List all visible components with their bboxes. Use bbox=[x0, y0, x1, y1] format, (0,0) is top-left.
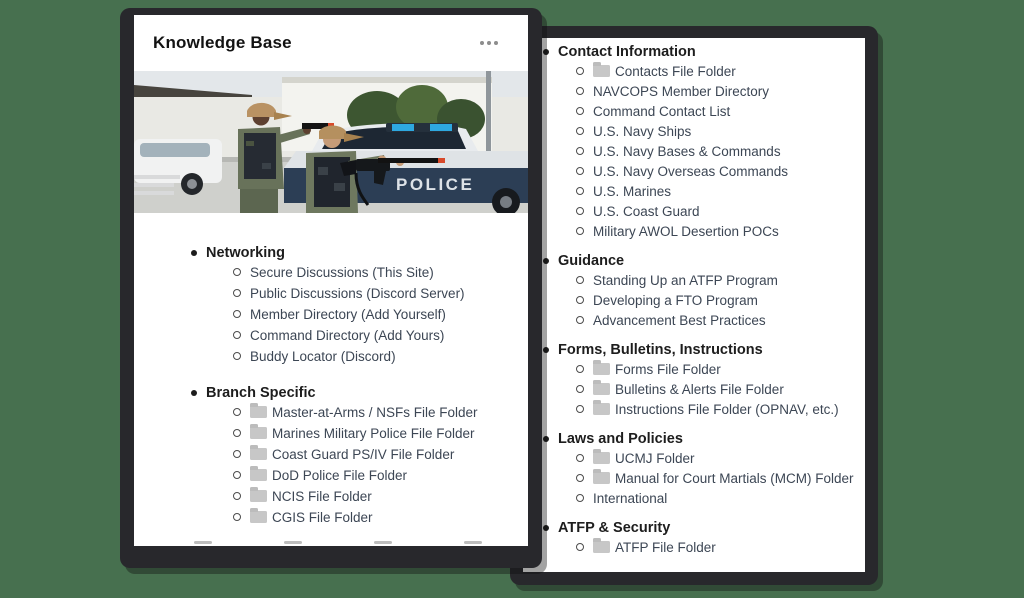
kb-link[interactable]: Command Contact List bbox=[593, 103, 731, 119]
list-item[interactable] bbox=[191, 286, 528, 300]
kb-link[interactable]: U.S. Navy Ships bbox=[593, 123, 692, 139]
bullet-circle-icon bbox=[233, 513, 241, 521]
kb-link[interactable]: Master-at-Arms / NSFs File Folder bbox=[272, 404, 478, 420]
list-item[interactable] bbox=[543, 144, 865, 158]
folder-icon bbox=[593, 363, 610, 375]
kb-link[interactable]: CGIS File Folder bbox=[272, 509, 373, 525]
kb-link[interactable]: Forms File Folder bbox=[615, 361, 721, 377]
kb-link[interactable]: ATFP File Folder bbox=[615, 539, 716, 555]
section-heading: Guidance bbox=[558, 253, 625, 269]
folder-icon bbox=[250, 490, 267, 502]
section-item-list bbox=[191, 405, 528, 524]
kb-link[interactable]: U.S. Navy Overseas Commands bbox=[593, 163, 789, 179]
kb-link[interactable]: Advancement Best Practices bbox=[593, 312, 766, 328]
bullet-circle-icon bbox=[576, 187, 584, 195]
section-item-list bbox=[543, 273, 865, 327]
folder-icon bbox=[593, 452, 610, 464]
folder-icon bbox=[593, 383, 610, 395]
folder-icon bbox=[593, 541, 610, 553]
list-item[interactable] bbox=[543, 451, 865, 465]
kb-section bbox=[191, 245, 528, 363]
list-item[interactable] bbox=[543, 382, 865, 396]
list-item[interactable] bbox=[191, 328, 528, 342]
bullet-circle-icon bbox=[576, 405, 584, 413]
section-heading-row bbox=[191, 245, 528, 261]
kb-section bbox=[543, 253, 865, 327]
list-item[interactable] bbox=[543, 204, 865, 218]
kb-link[interactable]: NCIS File Folder bbox=[272, 488, 372, 504]
section-heading-row bbox=[543, 431, 865, 447]
section-heading: ATFP & Security bbox=[558, 520, 671, 536]
list-item[interactable] bbox=[543, 124, 865, 138]
bullet-circle-icon bbox=[233, 408, 241, 416]
list-item[interactable] bbox=[543, 491, 865, 505]
right-panel-list-area bbox=[523, 38, 865, 554]
section-item-list bbox=[543, 540, 865, 554]
list-item[interactable] bbox=[543, 402, 865, 416]
kb-link[interactable]: U.S. Coast Guard bbox=[593, 203, 700, 219]
kb-section bbox=[191, 385, 528, 524]
folder-icon bbox=[250, 469, 267, 481]
section-item-list bbox=[543, 362, 865, 416]
bullet-circle-icon bbox=[576, 454, 584, 462]
kb-link[interactable]: Military AWOL Desertion POCs bbox=[593, 223, 779, 239]
knowledge-base-panel-right bbox=[510, 26, 878, 585]
kb-header bbox=[134, 15, 528, 71]
bullet-circle-icon bbox=[576, 385, 584, 393]
horizontal-scrollbar[interactable] bbox=[134, 541, 482, 544]
list-item[interactable] bbox=[543, 471, 865, 485]
bullet-circle-icon bbox=[576, 543, 584, 551]
bullet-circle-icon bbox=[576, 207, 584, 215]
kb-link[interactable]: U.S. Marines bbox=[593, 183, 672, 199]
kb-link[interactable]: Public Discussions (Discord Server) bbox=[250, 285, 465, 301]
light-pole bbox=[486, 71, 491, 163]
bullet-circle-icon bbox=[233, 429, 241, 437]
list-item[interactable] bbox=[191, 468, 528, 482]
bullet-circle-icon bbox=[233, 471, 241, 479]
bullet-circle-icon bbox=[576, 107, 584, 115]
folder-icon bbox=[593, 403, 610, 415]
list-item[interactable] bbox=[191, 510, 528, 524]
kb-photo-illustration bbox=[134, 71, 528, 213]
folder-icon bbox=[250, 511, 267, 523]
bullet-circle-icon bbox=[576, 87, 584, 95]
bullet-disc-icon bbox=[543, 258, 549, 264]
list-item[interactable] bbox=[543, 184, 865, 198]
kb-link[interactable]: NAVCOPS Member Directory bbox=[593, 83, 770, 99]
bullet-circle-icon bbox=[576, 167, 584, 175]
list-item[interactable] bbox=[191, 447, 528, 461]
bullet-disc-icon bbox=[543, 436, 549, 442]
bullet-circle-icon bbox=[233, 268, 241, 276]
bullet-circle-icon bbox=[576, 494, 584, 502]
kb-section bbox=[543, 342, 865, 416]
kb-link[interactable]: International bbox=[593, 490, 668, 506]
bullet-disc-icon bbox=[543, 49, 549, 55]
list-item[interactable] bbox=[543, 540, 865, 554]
kb-section bbox=[543, 44, 865, 238]
list-item[interactable] bbox=[191, 426, 528, 440]
kb-link[interactable]: Command Directory (Add Yours) bbox=[250, 327, 445, 343]
section-heading: Contact Information bbox=[558, 44, 696, 60]
list-item[interactable] bbox=[543, 362, 865, 376]
more-options-button[interactable] bbox=[480, 41, 498, 45]
folder-icon bbox=[250, 448, 267, 460]
police-car-text: POLICE bbox=[396, 175, 475, 194]
section-heading-row bbox=[543, 44, 865, 60]
section-heading: Networking bbox=[206, 245, 285, 261]
section-item-list bbox=[191, 265, 528, 363]
scrollbar-segment bbox=[464, 541, 482, 544]
knowledge-base-panel-left bbox=[120, 8, 542, 568]
bullet-circle-icon bbox=[233, 310, 241, 318]
scrollbar-segment bbox=[284, 541, 302, 544]
section-item-list bbox=[543, 64, 865, 238]
bullet-circle-icon bbox=[576, 276, 584, 284]
bullet-circle-icon bbox=[576, 127, 584, 135]
bullet-circle-icon bbox=[576, 296, 584, 304]
kb-link[interactable]: Manual for Court Martials (MCM) Folder bbox=[615, 470, 854, 486]
bullet-circle-icon bbox=[576, 67, 584, 75]
section-heading-row bbox=[543, 253, 865, 269]
bullet-circle-icon bbox=[576, 474, 584, 482]
section-heading: Forms, Bulletins, Instructions bbox=[558, 342, 763, 358]
ellipsis-dot-icon bbox=[480, 41, 484, 45]
kb-link[interactable]: DoD Police File Folder bbox=[272, 467, 408, 483]
kb-link[interactable]: Marines Military Police File Folder bbox=[272, 425, 475, 441]
bullet-circle-icon bbox=[233, 450, 241, 458]
bullet-circle-icon bbox=[233, 331, 241, 339]
list-item[interactable] bbox=[191, 489, 528, 503]
kb-link[interactable]: Coast Guard PS/IV File Folder bbox=[272, 446, 455, 462]
list-item[interactable] bbox=[191, 307, 528, 321]
kb-link[interactable]: Contacts File Folder bbox=[615, 63, 736, 79]
section-heading: Branch Specific bbox=[206, 385, 316, 401]
list-item[interactable] bbox=[191, 349, 528, 363]
bullet-disc-icon bbox=[191, 390, 197, 396]
list-item[interactable] bbox=[543, 293, 865, 307]
section-heading-row bbox=[191, 385, 528, 401]
kb-link[interactable]: Instructions File Folder (OPNAV, etc.) bbox=[615, 401, 839, 417]
kb-section bbox=[543, 520, 865, 554]
bullet-circle-icon bbox=[233, 289, 241, 297]
list-item[interactable] bbox=[191, 405, 528, 419]
bullet-circle-icon bbox=[576, 227, 584, 235]
page-title: Knowledge Base bbox=[153, 33, 292, 52]
folder-icon bbox=[250, 427, 267, 439]
kb-link[interactable]: Bulletins & Alerts File Folder bbox=[615, 381, 784, 397]
bullet-circle-icon bbox=[576, 365, 584, 373]
list-item[interactable] bbox=[191, 265, 528, 279]
folder-icon bbox=[593, 65, 610, 77]
list-item[interactable] bbox=[543, 313, 865, 327]
list-item[interactable] bbox=[543, 224, 865, 238]
kb-section bbox=[543, 431, 865, 505]
kb-link[interactable]: Developing a FTO Program bbox=[593, 292, 758, 308]
list-item[interactable] bbox=[543, 84, 865, 98]
ellipsis-dot-icon bbox=[494, 41, 498, 45]
list-item[interactable] bbox=[543, 64, 865, 78]
folder-icon bbox=[250, 406, 267, 418]
bullet-disc-icon bbox=[191, 250, 197, 256]
list-item[interactable] bbox=[543, 273, 865, 287]
folder-icon bbox=[593, 472, 610, 484]
bullet-circle-icon bbox=[233, 492, 241, 500]
kb-link[interactable]: Secure Discussions (This Site) bbox=[250, 264, 434, 280]
kb-link[interactable]: Standing Up an ATFP Program bbox=[593, 272, 778, 288]
scrollbar-segment bbox=[374, 541, 392, 544]
bullet-disc-icon bbox=[543, 347, 549, 353]
kb-link[interactable]: Buddy Locator (Discord) bbox=[250, 348, 396, 364]
scrollbar-segment bbox=[194, 541, 212, 544]
bullet-circle-icon bbox=[233, 352, 241, 360]
kb-link[interactable]: U.S. Navy Bases & Commands bbox=[593, 143, 781, 159]
section-item-list bbox=[543, 451, 865, 505]
bullet-disc-icon bbox=[543, 525, 549, 531]
ellipsis-dot-icon bbox=[487, 41, 491, 45]
kb-link[interactable]: UCMJ Folder bbox=[615, 450, 695, 466]
section-heading-row bbox=[543, 520, 865, 536]
left-panel-list-area bbox=[134, 213, 528, 524]
section-heading: Laws and Policies bbox=[558, 431, 683, 447]
bullet-circle-icon bbox=[576, 147, 584, 155]
list-item[interactable] bbox=[543, 104, 865, 118]
section-heading-row bbox=[543, 342, 865, 358]
bullet-circle-icon bbox=[576, 316, 584, 324]
list-item[interactable] bbox=[543, 164, 865, 178]
kb-link[interactable]: Member Directory (Add Yourself) bbox=[250, 306, 446, 322]
